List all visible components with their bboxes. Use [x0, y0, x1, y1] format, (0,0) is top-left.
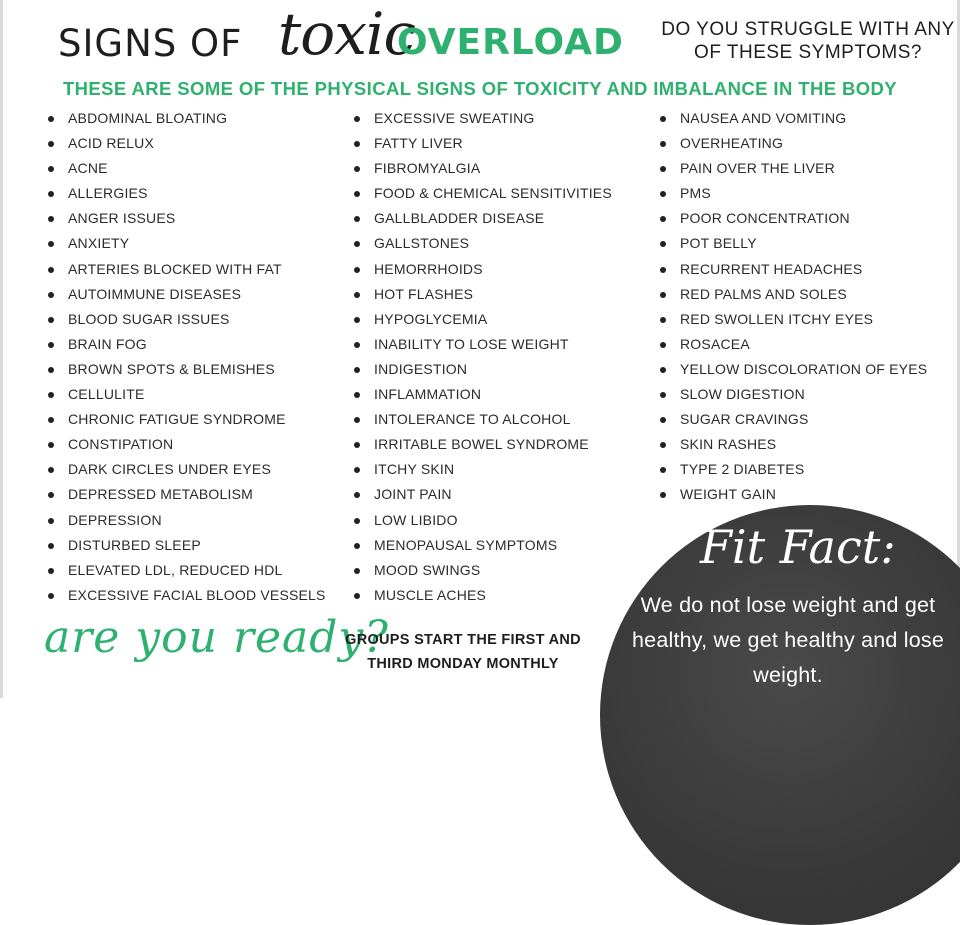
- symptom-list-item: RECURRENT HEADACHES: [660, 259, 927, 284]
- symptom-list-item: LOW LIBIDO: [354, 510, 612, 535]
- symptom-list-item: OVERHEATING: [660, 133, 927, 158]
- symptom-list-item: ARTERIES BLOCKED WITH FAT: [48, 259, 326, 284]
- symptom-list-item: GALLBLADDER DISEASE: [354, 208, 612, 233]
- title-overload: OVERLOAD: [397, 22, 624, 63]
- symptom-list-item: IRRITABLE BOWEL SYNDROME: [354, 434, 612, 459]
- subtitle: THESE ARE SOME OF THE PHYSICAL SIGNS OF TOXICITY AND IMBALANCE IN THE BODY: [62, 78, 898, 99]
- symptom-list-item: ANXIETY: [48, 233, 326, 258]
- symptom-list-item: ALLERGIES: [48, 183, 326, 208]
- symptom-list-item: EXCESSIVE SWEATING: [354, 108, 612, 133]
- symptom-list-item: POOR CONCENTRATION: [660, 208, 927, 233]
- symptom-list-column-3: [660, 108, 927, 510]
- symptom-list-item: RED PALMS AND SOLES: [660, 284, 927, 309]
- symptom-list-item: MOOD SWINGS: [354, 560, 612, 585]
- symptom-list-item: POT BELLY: [660, 233, 927, 258]
- symptom-list-item: DEPRESSION: [48, 510, 326, 535]
- fit-fact-text: We do not lose weight and get healthy, we get healthy and lose weight.: [632, 593, 944, 687]
- symptom-list-item: INABILITY TO LOSE WEIGHT: [354, 334, 612, 359]
- symptom-list-item: ELEVATED LDL, REDUCED HDL: [48, 560, 326, 585]
- symptom-list-item: ACNE: [48, 158, 326, 183]
- symptom-list-item: GALLSTONES: [354, 233, 612, 258]
- symptom-list-item: DEPRESSED METABOLISM: [48, 484, 326, 509]
- symptom-list-item: CONSTIPATION: [48, 434, 326, 459]
- symptom-list-item: SKIN RASHES: [660, 434, 927, 459]
- symptom-list-column-2: [354, 108, 612, 610]
- symptom-list-column-1: [48, 108, 326, 610]
- symptom-list-item: FOOD & CHEMICAL SENSITIVITIES: [354, 183, 612, 208]
- symptom-list-item: TYPE 2 DIABETES: [660, 459, 927, 484]
- symptom-list-item: DISTURBED SLEEP: [48, 535, 326, 560]
- symptom-list-item: DARK CIRCLES UNDER EYES: [48, 459, 326, 484]
- symptom-list-item: CHRONIC FATIGUE SYNDROME: [48, 409, 326, 434]
- symptom-list-item: PAIN OVER THE LIVER: [660, 158, 927, 183]
- symptom-list-item: FATTY LIVER: [354, 133, 612, 158]
- symptom-list-item: JOINT PAIN: [354, 484, 612, 509]
- header: [0, 0, 960, 80]
- symptom-list-item: NAUSEA AND VOMITING: [660, 108, 927, 133]
- fit-fact-title: Fit Fact:: [700, 520, 896, 574]
- symptom-list-item: FIBROMYALGIA: [354, 158, 612, 183]
- symptom-list-item: MENOPAUSAL SYMPTOMS: [354, 535, 612, 560]
- symptom-list-item: MUSCLE ACHES: [354, 585, 612, 610]
- symptom-list-item: ITCHY SKIN: [354, 459, 612, 484]
- symptom-list-item: HEMORRHOIDS: [354, 259, 612, 284]
- symptom-list-item: HOT FLASHES: [354, 284, 612, 309]
- are-you-ready-script: are you ready?: [44, 612, 389, 663]
- groups-schedule-text: GROUPS START THE FIRST AND THIRD MONDAY MONTHLY: [345, 632, 581, 672]
- symptom-list-item: CELLULITE: [48, 384, 326, 409]
- symptom-list-item: PMS: [660, 183, 927, 208]
- symptom-list-item: ABDOMINAL BLOATING: [48, 108, 326, 133]
- symptom-list-item: BRAIN FOG: [48, 334, 326, 359]
- symptom-list-item: INTOLERANCE TO ALCOHOL: [354, 409, 612, 434]
- symptom-list-item: WEIGHT GAIN: [660, 484, 927, 509]
- symptom-list-item: INDIGESTION: [354, 359, 612, 384]
- symptom-list-item: ACID RELUX: [48, 133, 326, 158]
- header-question: DO YOU STRUGGLE WITH ANY OF THESE SYMPTOMS?: [661, 19, 955, 63]
- symptom-list-item: ROSACEA: [660, 334, 927, 359]
- symptom-list-item: HYPOGLYCEMIA: [354, 309, 612, 334]
- symptom-list-item: SLOW DIGESTION: [660, 384, 927, 409]
- symptom-list-item: BLOOD SUGAR ISSUES: [48, 309, 326, 334]
- symptom-list-item: SUGAR CRAVINGS: [660, 409, 927, 434]
- symptom-list-item: INFLAMMATION: [354, 384, 612, 409]
- title-signs-of: SIGNS OF: [58, 22, 243, 65]
- symptom-list-item: RED SWOLLEN ITCHY EYES: [660, 309, 927, 334]
- symptom-list-item: YELLOW DISCOLORATION OF EYES: [660, 359, 927, 384]
- symptom-list-item: AUTOIMMUNE DISEASES: [48, 284, 326, 309]
- symptom-list-item: BROWN SPOTS & BLEMISHES: [48, 359, 326, 384]
- symptom-list-item: ANGER ISSUES: [48, 208, 326, 233]
- title-toxic: toxic: [278, 0, 415, 68]
- symptom-list-item: EXCESSIVE FACIAL BLOOD VESSELS: [48, 585, 326, 610]
